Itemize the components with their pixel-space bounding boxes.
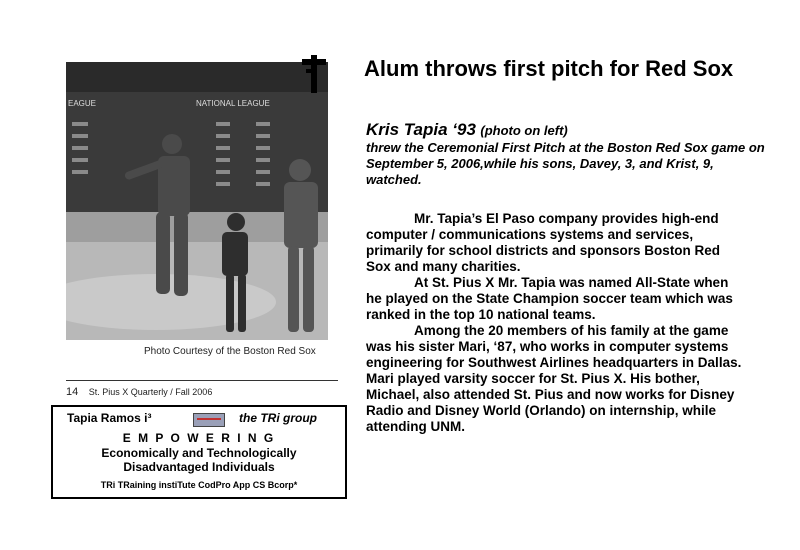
scoreboard-right-text: NATIONAL LEAGUE [196, 99, 270, 108]
publication-name: St. Pius X Quarterly / Fall 2006 [88, 387, 213, 397]
photo-note: (photo on left) [480, 123, 568, 138]
footer-divider [66, 380, 338, 381]
flag-icon [193, 413, 225, 427]
article-headline: Alum throws first pitch for Red Sox [364, 56, 734, 81]
scoreboard-left-text: EAGUE [68, 99, 97, 108]
paragraph-1: Mr. Tapia’s El Paso company provides high-end computer / communications systems and services, primarily for school districts and sponsors Boston Red Sox and many charities. [366, 211, 721, 274]
group-name: the TRi group [239, 411, 317, 425]
article-subhead [366, 120, 766, 188]
paragraph-3: Among the 20 members of his family at the game was his sister Mari, ‘87, who works in computer systems engineering for Southwest Airlines headquarters in Dallas. Mari played varsity soccer for St. Pius X. His bother, Michael, also attended St. Pius and now works for Disney Radio and Disney World (Orlando) on internship, while attending UNM. [366, 323, 742, 434]
empowering-text: E M P O W E R I N G [122, 431, 276, 445]
mission-line-1: Economically and Technologically [101, 446, 297, 460]
institute-line: TRi TRaining instiTute CodPro App CS Bcorp* [100, 480, 298, 490]
org-name: Tapia Ramos i³ [67, 411, 152, 425]
article-summary: threw the Ceremonial First Pitch at the Boston Red Sox game on September 5, 2006,while his sons, Davey, 3, and Krist, 9, watched. [366, 140, 765, 187]
photo-caption: Photo Courtesy of the Boston Red Sox [144, 346, 316, 357]
paragraph-2: At St. Pius X Mr. Tapia was named All-State when he played on the State Champion soccer team which was ranked in the top 10 national teams. [366, 275, 733, 322]
cross-t-icon [300, 55, 328, 95]
subject-name: Kris Tapia ‘93 [366, 120, 476, 139]
page-number: 14 [66, 386, 79, 398]
article-photo [66, 62, 328, 340]
page-footer [66, 386, 212, 398]
org-box [51, 405, 347, 499]
article-body [366, 211, 746, 435]
mission-line-2: Disadvantaged Individuals [123, 460, 275, 474]
